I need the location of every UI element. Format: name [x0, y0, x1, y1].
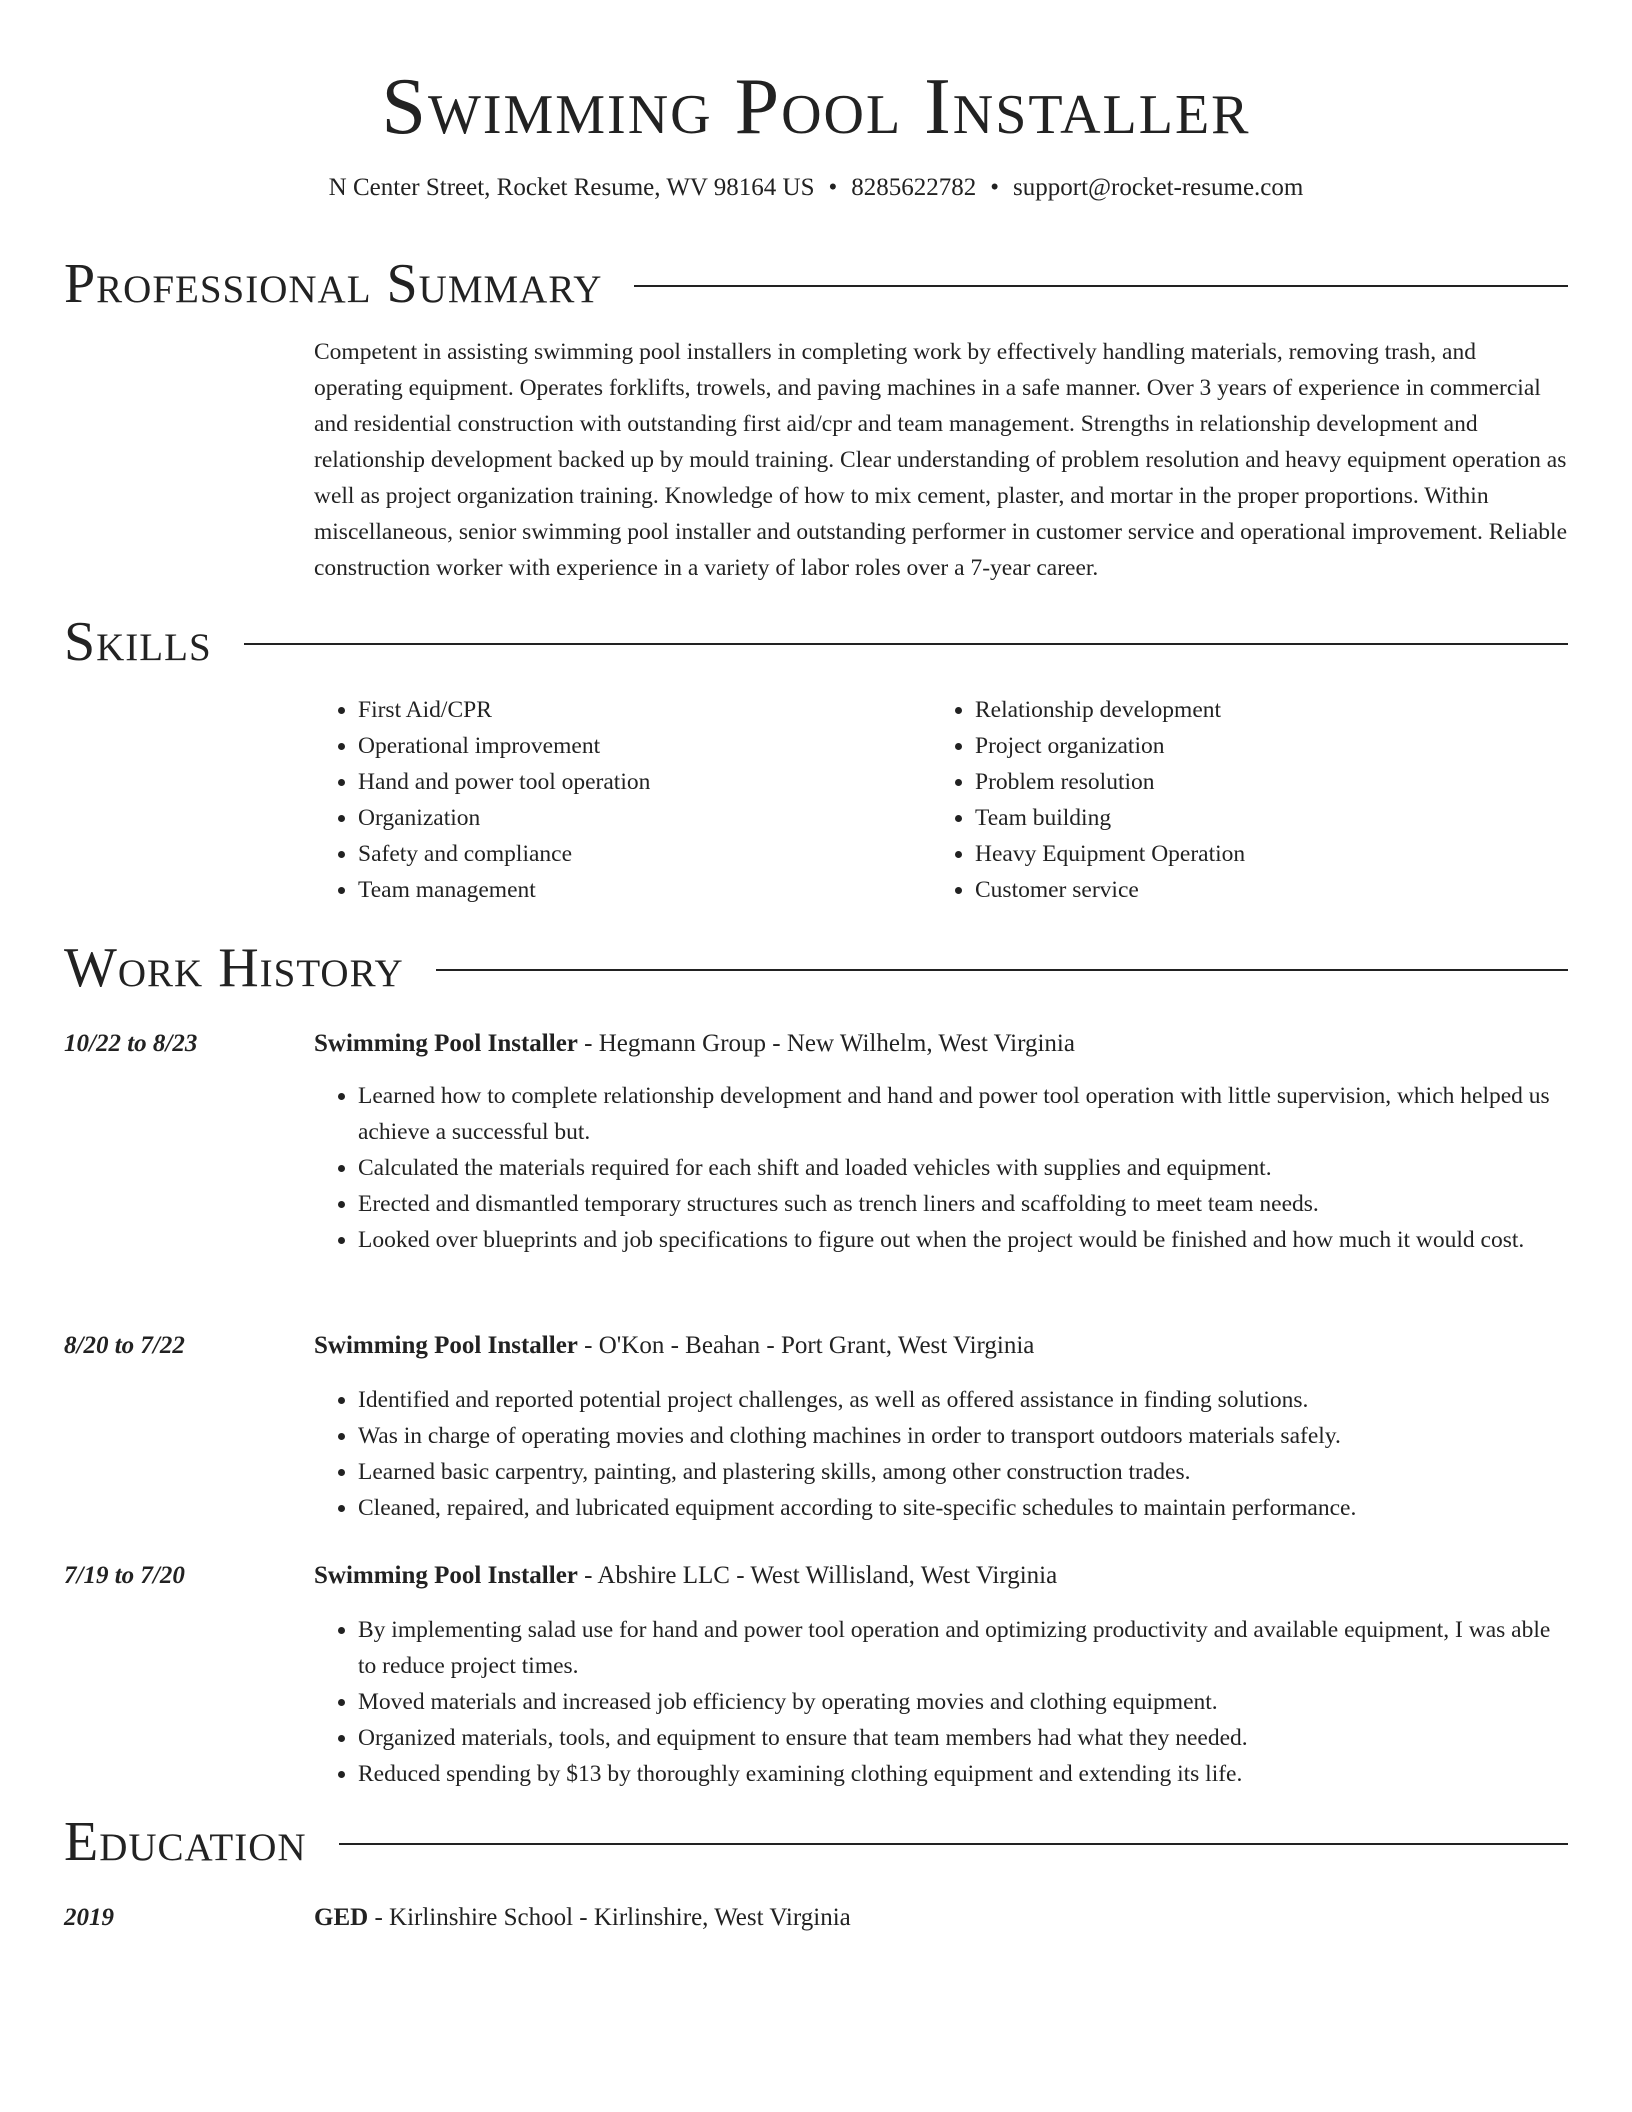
- skill-item: • First Aid/CPR: [358, 692, 931, 728]
- education-degree: GED: [314, 1904, 369, 1931]
- section-divider: [436, 969, 1568, 971]
- summary-text: Competent in assisting swimming pool installers in completing work by effectively handling materials, removing trash, and operating equipment. Operates forklifts, trowels, and paving machines in a safe manner. Over 3 years of experience in commercial and residential construction with outstanding first aid/cpr and team management. Strengths in relationship development and relationship development backed up by mould training. Clear understanding of problem resolution and heavy equipment operation as well as project organization training. Knowledge of how to mix cement, plaster, and mortar in the proper proportions. Within miscellaneous, senior swimming pool installer and outstanding performer in customer service and operational improvement. Reliable construction worker with experience in a variety of labor roles over a 7-year career.: [314, 339, 1568, 581]
- job-bullet: • Was in charge of operating movies and clothing machines in order to transport outdoors materials safely.: [358, 1418, 1568, 1454]
- job-title: Swimming Pool Installer: [314, 1332, 578, 1359]
- job-title: Swimming Pool Installer: [314, 1030, 578, 1057]
- contact-separator: •: [990, 174, 1000, 201]
- education-entry: [314, 1900, 1568, 1936]
- education-year: 2019: [64, 1904, 114, 1931]
- job-employer: - O'Kon - Beahan - Port Grant, West Virginia: [577, 1332, 1035, 1359]
- job-bullet: • Erected and dismantled temporary structures such as trench liners and scaffolding to meet team needs.: [358, 1186, 1568, 1222]
- summary-section: [314, 334, 1568, 586]
- skill-item: • Problem resolution: [975, 764, 1548, 800]
- job-dates: 7/19 to 7/20: [64, 1562, 185, 1589]
- skills-list-right: [931, 692, 1548, 908]
- skill-item: • Safety and compliance: [358, 836, 931, 872]
- job-dates: 8/20 to 7/22: [64, 1332, 185, 1359]
- skill-item: • Customer service: [975, 872, 1548, 908]
- skills-title: Skills: [64, 611, 212, 673]
- job-bullet: • Cleaned, repaired, and lubricated equipment according to site-specific schedules to maintain performance.: [358, 1490, 1568, 1526]
- skill-item: • Organization: [358, 800, 931, 836]
- job-bullet: • Learned how to complete relationship development and hand and power tool operation with little supervision, which helped us achieve a successful but.: [358, 1078, 1568, 1150]
- candidate-name: Swimming Pool Installer: [381, 63, 1251, 151]
- summary-title: Professional Summary: [64, 253, 603, 315]
- job-bullet: • Organized materials, tools, and equipment to ensure that team members had what they needed.: [358, 1720, 1568, 1756]
- job-dates: 10/22 to 8/23: [64, 1030, 198, 1057]
- job-bullet: • Reduced spending by $13 by thoroughly examining clothing equipment and extending its life.: [358, 1756, 1568, 1792]
- section-divider: [339, 1843, 1568, 1845]
- skill-item: • Heavy Equipment Operation: [975, 836, 1548, 872]
- job-bullet: • Looked over blueprints and job specifications to figure out when the project would be finished and how much it would cost.: [358, 1222, 1568, 1258]
- skill-item: • Team management: [358, 872, 931, 908]
- job-bullet: • Learned basic carpentry, painting, and plastering skills, among other construction trades.: [358, 1454, 1568, 1490]
- work-section-header: [64, 938, 1568, 998]
- contact-address: N Center Street, Rocket Resume, WV 98164 US: [328, 174, 815, 201]
- job-bullet: • Calculated the materials required for each shift and loaded vehicles with supplies and equipment.: [358, 1150, 1568, 1186]
- contact-separator: •: [828, 174, 838, 201]
- skills-section: [314, 692, 1568, 908]
- job-bullet: • Moved materials and increased job efficiency by operating movies and clothing equipment.: [358, 1684, 1568, 1720]
- job-bullets: [314, 1612, 1568, 1792]
- job-employer: - Hegmann Group - New Wilhelm, West Virginia: [577, 1030, 1075, 1057]
- skill-item: • Relationship development: [975, 692, 1548, 728]
- job-entry: [314, 1026, 1568, 1258]
- job-header: [314, 1328, 1568, 1364]
- contact-line: [0, 174, 1632, 202]
- skills-list-left: [314, 692, 931, 908]
- education-header: [314, 1900, 1568, 1936]
- skills-section-header: [64, 612, 1568, 672]
- contact-phone: 8285622782: [851, 174, 977, 201]
- section-divider: [244, 643, 1568, 645]
- skill-item: • Project organization: [975, 728, 1548, 764]
- work-title: Work History: [64, 937, 404, 999]
- job-employer: - Abshire LLC - West Willisland, West Virginia: [577, 1562, 1058, 1589]
- job-header: [314, 1558, 1568, 1594]
- job-entry: [314, 1558, 1568, 1792]
- skill-item: • Hand and power tool operation: [358, 764, 931, 800]
- job-title: Swimming Pool Installer: [314, 1562, 578, 1589]
- job-header: [314, 1026, 1568, 1062]
- job-bullets: [314, 1078, 1568, 1258]
- section-divider: [634, 285, 1568, 287]
- skill-item: • Operational improvement: [358, 728, 931, 764]
- skill-item: • Team building: [975, 800, 1548, 836]
- summary-section-header: [64, 254, 1568, 314]
- job-bullet: • By implementing salad use for hand and power tool operation and optimizing productivity and available equipment, I was able to reduce project times.: [358, 1612, 1568, 1684]
- education-section-header: [64, 1812, 1568, 1872]
- education-school: - Kirlinshire School - Kirlinshire, West Virginia: [368, 1904, 851, 1931]
- education-title: Education: [64, 1811, 307, 1873]
- job-entry: [314, 1328, 1568, 1526]
- job-bullets: [314, 1382, 1568, 1526]
- job-bullet: • Identified and reported potential project challenges, as well as offered assistance in finding solutions.: [358, 1382, 1568, 1418]
- contact-email[interactable]: support@rocket-resume.com: [1013, 174, 1304, 201]
